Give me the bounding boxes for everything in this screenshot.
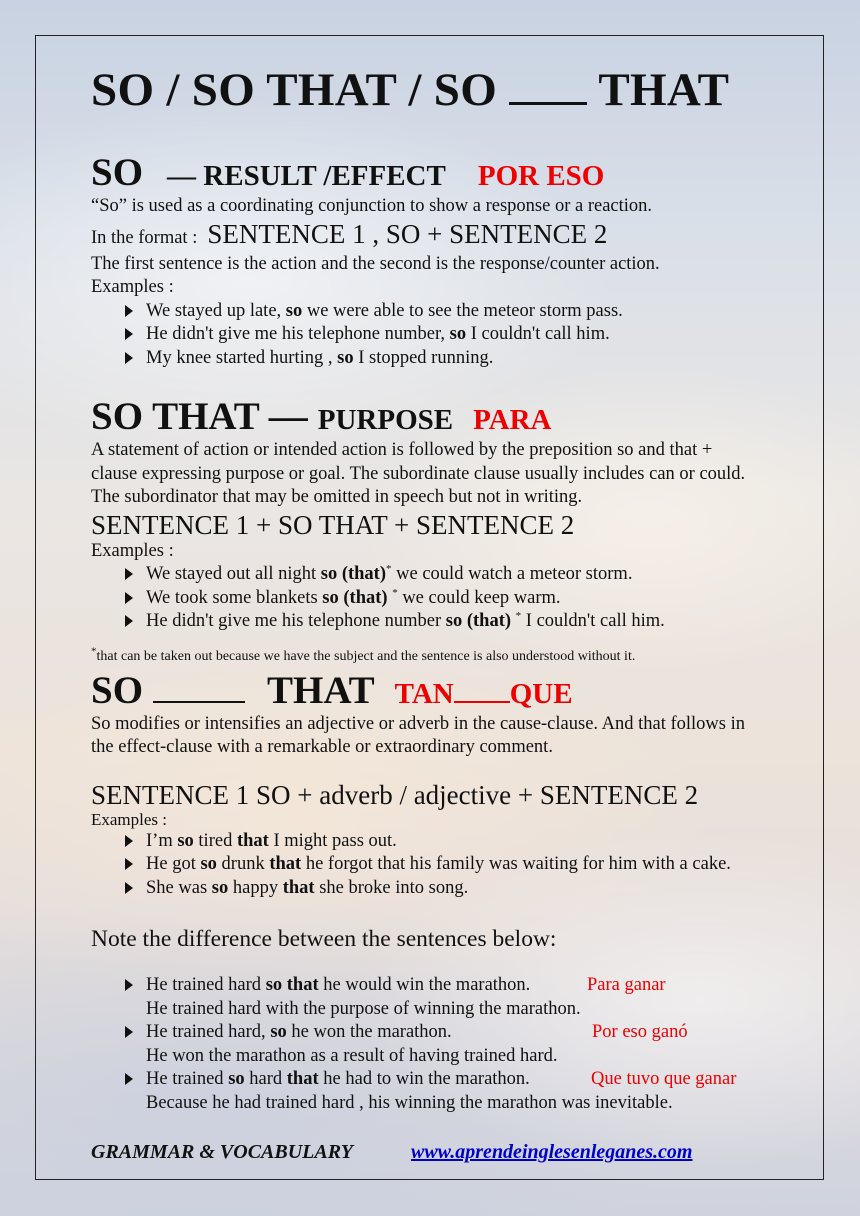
heading-blank	[153, 673, 245, 703]
examples-label: Examples :	[91, 277, 174, 297]
section-so-heading: SO — RESULT /EFFECT POR ESO	[91, 151, 605, 194]
list-item: He got so drunk that he forgot that his family was waiting for him with a cake.	[123, 853, 816, 877]
section-so-description: “So” is used as a coordinating conjunction to show a response or a reaction.	[91, 196, 653, 216]
title-blank	[509, 66, 587, 105]
bullet-arrow-icon	[125, 1073, 133, 1085]
section-so-description-2: The first sentence is the action and the second is the response/counter action.	[91, 253, 660, 274]
list-item: We took some blankets so (that) * we could keep warm.	[123, 587, 816, 611]
worksheet	[91, 62, 816, 1115]
bullet-arrow-icon	[125, 328, 133, 340]
section-so-adj-that-description-2: the effect-clause with a remarkable or extraordinary comment.	[91, 737, 553, 757]
list-item: He didn't give me his telephone number, so I couldn't call him.	[123, 323, 816, 347]
heading-blank-red	[454, 679, 510, 703]
list-item: She was so happy that she broke into song.	[123, 877, 816, 901]
bullet-arrow-icon	[125, 882, 133, 894]
section-so-adj-that-heading: SO THAT TAN QUE	[91, 668, 573, 712]
bullet-arrow-icon	[125, 979, 133, 991]
website-link[interactable]: www.aprendeinglesenleganes.com	[411, 1141, 693, 1163]
bullet-arrow-icon	[125, 615, 133, 627]
section-so-adj-that-format: SENTENCE 1 SO + adverb / adjective + SENTENCE 2	[91, 779, 699, 810]
section-so-that-description-3: The subordinator that may be omitted in speech but not in writing.	[91, 487, 583, 507]
section-so-that-format: SENTENCE 1 + SO THAT + SENTENCE 2	[91, 509, 575, 540]
list-item: We stayed out all night so (that)* we could watch a meteor storm.	[123, 563, 816, 587]
examples-label: Examples :	[91, 809, 168, 829]
section-so-format: In the format : SENTENCE 1 , SO + SENTENCE 2	[91, 218, 608, 249]
bullet-arrow-icon	[125, 352, 133, 364]
bullet-arrow-icon	[125, 858, 133, 870]
section-so-that-heading: SO THAT — PURPOSE PARA	[91, 395, 552, 438]
bullet-arrow-icon	[125, 592, 133, 604]
footer-label: GRAMMAR & VOCABULARY	[91, 1141, 353, 1163]
bullet-arrow-icon	[125, 305, 133, 317]
section-so-that-description-2: clause expressing purpose or goal. The subordinate clause usually includes can or could.	[91, 463, 746, 484]
section-so-that-description-1: A statement of action or intended action is followed by the preposition so and that +	[91, 440, 713, 460]
section-so-examples	[91, 300, 816, 371]
section-so-that-examples	[91, 563, 816, 634]
list-item: He trained hard so that he would win the marathon. Para ganar He trained hard with the purpose of winning the marathon.	[123, 974, 816, 1021]
list-item: We stayed up late, so we were able to see the meteor storm pass.	[123, 300, 816, 324]
bullet-arrow-icon	[125, 1026, 133, 1038]
difference-list	[91, 974, 816, 1115]
bullet-arrow-icon	[125, 835, 133, 847]
section-so-adj-that-examples	[91, 830, 816, 901]
bullet-arrow-icon	[125, 568, 133, 580]
page-title: SO / SO THAT / SO THAT	[91, 64, 730, 116]
section-so-adj-that-description-1: So modifies or intensifies an adjective or adverb in the cause-clause. And that follows in	[91, 713, 746, 734]
list-item: He trained so hard that he had to win the marathon. Que tuvo que ganar Because he had trained hard , his winning the marathon was inevitable.	[123, 1068, 816, 1115]
list-item: My knee started hurting , so I stopped running.	[123, 347, 816, 371]
list-item: I’m so tired that I might pass out.	[123, 830, 816, 854]
list-item: He trained hard, so he won the marathon. Por eso ganó He won the marathon as a result of having trained hard.	[123, 1021, 816, 1068]
examples-label: Examples :	[91, 540, 174, 561]
difference-heading: Note the difference between the sentences below:	[91, 926, 557, 952]
list-item: He didn't give me his telephone number so (that) * I couldn't call him.	[123, 610, 816, 634]
footer	[91, 1141, 811, 1164]
footnote: *that can be taken out because we have the subject and the sentence is also understood without it.	[91, 644, 636, 664]
